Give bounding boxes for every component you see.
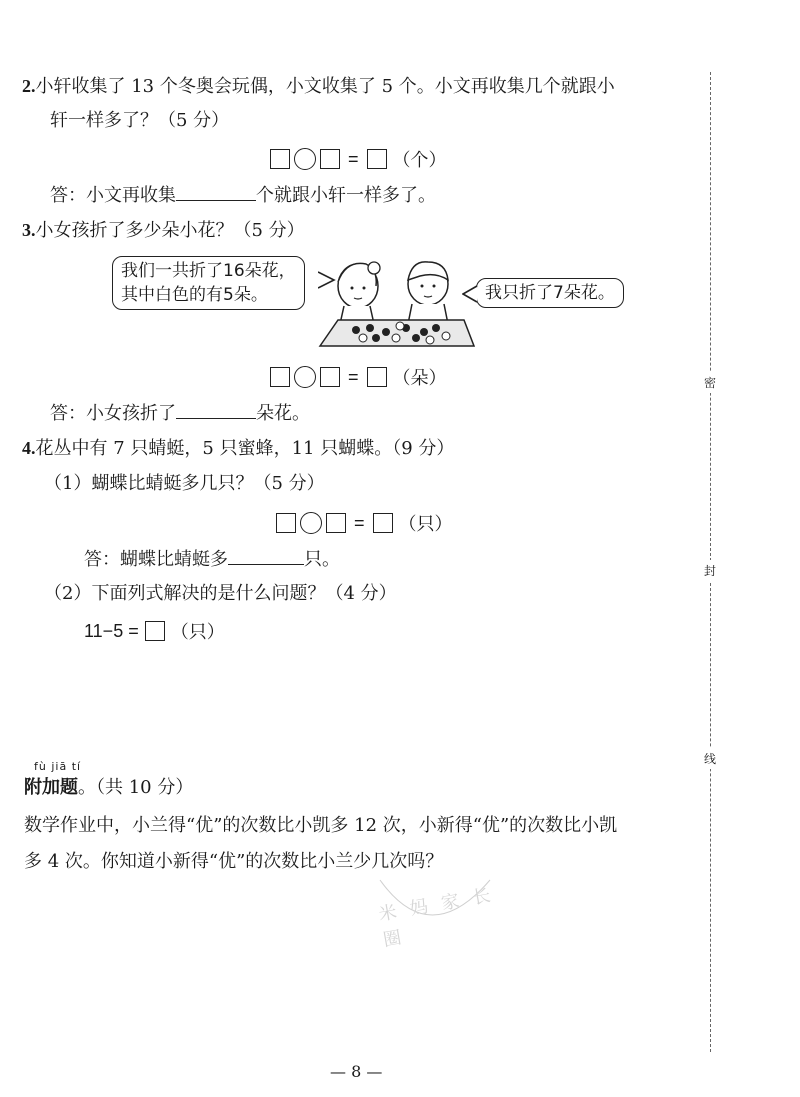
equals-sign: =: [348, 366, 359, 387]
answer-box[interactable]: [276, 513, 296, 533]
margin-seal-char: 封: [704, 560, 716, 581]
page-number: — 8 —: [330, 1062, 383, 1081]
equation-template-q2: [270, 146, 447, 172]
question-number: 2.: [22, 76, 36, 96]
unit-label: （只）: [398, 514, 453, 535]
equation-template-q3: [270, 364, 447, 390]
girl-speech-bubble: 我们一共折了16朵花， 其中白色的有5朵。: [112, 256, 305, 310]
bonus-line-1: 数学作业中，小兰得“优”的次数比小凯多 12 次，小新得“优”的次数比小凯: [24, 815, 618, 836]
children-illustration: [316, 250, 476, 350]
equals-sign: =: [348, 148, 359, 169]
question-4-line: [22, 436, 454, 461]
answer-blank[interactable]: [176, 400, 256, 419]
equation-q4-2: [84, 618, 225, 644]
question-2-answer: 答：小文再收集 个就跟小轩一样多了。: [50, 182, 436, 208]
expression-text: 11−5 =: [84, 620, 139, 641]
question-3-answer: 答：小女孩折了 朵花。: [50, 400, 310, 426]
answer-box[interactable]: [373, 513, 393, 533]
margin-seal-char: 线: [704, 748, 716, 769]
operator-circle[interactable]: [294, 366, 316, 388]
answer-box[interactable]: [320, 149, 340, 169]
answer-box[interactable]: [270, 149, 290, 169]
bonus-line-2: 多 4 次。你知道小新得“优”的次数比小兰少几次吗？: [24, 851, 444, 872]
answer-box[interactable]: [367, 149, 387, 169]
question-text: 小轩收集了 13 个冬奥会玩偶，小文收集了 5 个。小文再收集几个就跟小: [35, 76, 615, 97]
operator-circle[interactable]: [294, 148, 316, 170]
equation-template-q4-1: [276, 510, 453, 536]
question-4-sub-1-answer: 答：蝴蝶比蜻蜓多 只。: [84, 546, 340, 572]
unit-label: （只）: [170, 622, 225, 643]
answer-blank[interactable]: [228, 546, 304, 565]
question-3-line: [22, 218, 305, 243]
unit-label: （朵）: [392, 368, 447, 389]
operator-circle[interactable]: [300, 512, 322, 534]
answer-box[interactable]: [367, 367, 387, 387]
watermark-seal: 米 妈 家 长 圈: [360, 820, 500, 940]
question-2-line-2: 轩一样多了？（5 分）: [50, 110, 230, 131]
question-text: 花丛中有 7 只蜻蜓，5 只蜜蜂，11 只蝴蝶。（9 分）: [35, 438, 455, 459]
question-text: 小女孩折了多少朵小花？（5 分）: [35, 220, 305, 241]
bonus-title-line: [24, 776, 193, 800]
answer-box[interactable]: [145, 621, 165, 641]
question-4-sub-2: （2）下面列式解决的是什么问题？（4 分）: [44, 583, 397, 604]
question-4-sub-1: （1）蝴蝶比蜻蜓多几只？（5 分）: [44, 473, 325, 494]
bonus-title: 附加题: [24, 777, 78, 798]
equals-sign: =: [354, 512, 365, 533]
bonus-pinyin: fù jiā tí: [34, 760, 82, 773]
bonus-score: 。（共 10 分）: [78, 777, 194, 798]
question-number: 4.: [22, 438, 36, 458]
boy-speech-bubble: 我只折了7朵花。: [476, 278, 624, 308]
question-number: 3.: [22, 220, 36, 240]
answer-box[interactable]: [270, 367, 290, 387]
answer-box[interactable]: [320, 367, 340, 387]
answer-box[interactable]: [326, 513, 346, 533]
answer-blank[interactable]: [176, 182, 256, 201]
unit-label: （个）: [392, 150, 447, 171]
margin-seal-char: 密: [704, 372, 716, 393]
question-2-line-1: [22, 74, 615, 99]
